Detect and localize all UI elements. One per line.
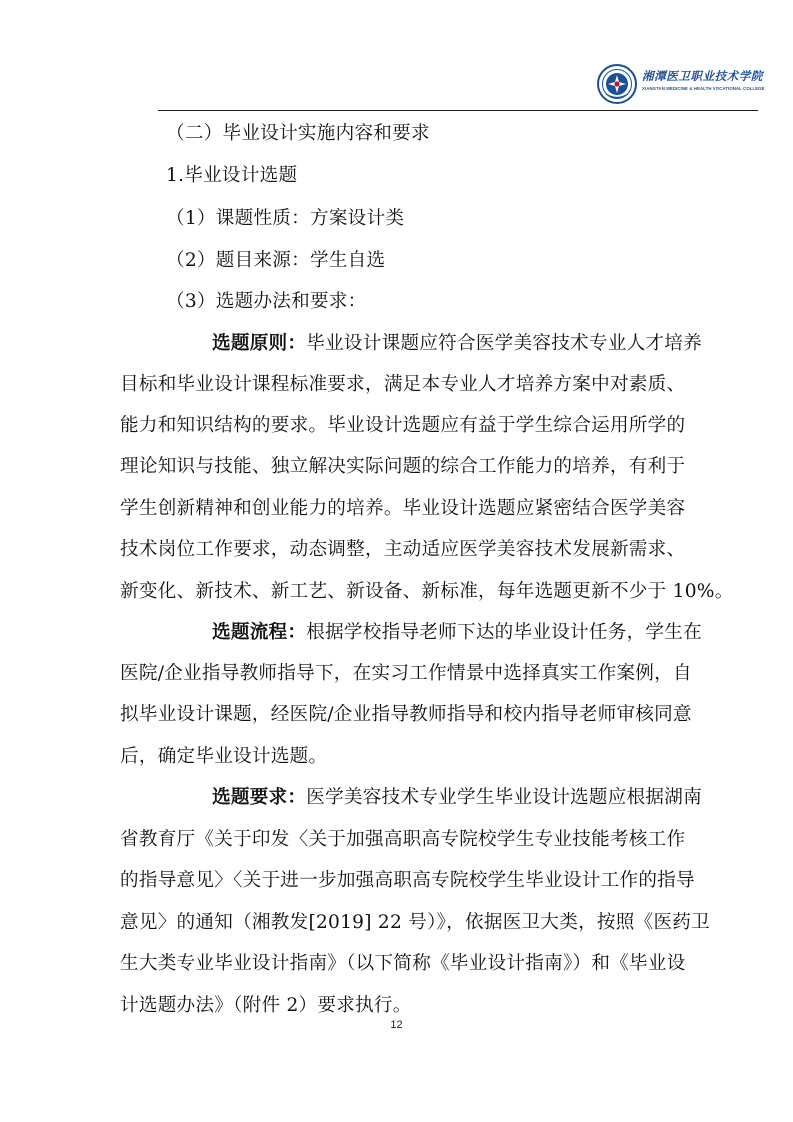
paragraph-line: 目标和毕业设计课程标准要求，满足本专业人才培养方案中对素质、: [120, 374, 686, 395]
para-label: 选题要求：: [212, 787, 307, 808]
list-item: （3）选题办法和要求：: [166, 291, 367, 312]
college-seal-icon: [597, 64, 637, 104]
paragraph-line: 省教育厅《关于印发〈关于加强高职高专院校学生专业技能考核工作: [120, 829, 686, 850]
paragraph-line: 医院/企业指导教师指导下，在实习工作情景中选择真实工作案例，自: [120, 663, 692, 684]
paragraph-line: 生大类专业毕业设计指南》（以下简称《毕业设计指南》）和《毕业设: [120, 953, 686, 974]
para-text: 医学美容技术专业学生毕业设计选题应根据湖南: [306, 787, 702, 808]
paragraph-line: 理论知识与技能、独立解决实际问题的综合工作能力的培养，有利于: [120, 456, 686, 477]
section-heading: （二）毕业设计实施内容和要求: [166, 123, 430, 144]
page-number: 12: [390, 1019, 403, 1031]
list-item: （1）课题性质：方案设计类: [166, 208, 405, 229]
paragraph-line: 后，确定毕业设计选题。: [120, 746, 328, 767]
sub-heading: 1.毕业设计选题: [166, 165, 298, 186]
list-item: （2）题目来源：学生自选: [166, 250, 386, 271]
paragraph-line: 能力和知识结构的要求。毕业设计选题应有益于学生综合运用所学的: [120, 415, 686, 436]
paragraph-line: [212, 332, 702, 356]
paragraph-line: 学生创新精神和创业能力的培养。毕业设计选题应紧密结合医学美容: [120, 498, 686, 519]
para-text: 根据学校指导老师下达的毕业设计任务，学生在: [306, 622, 702, 643]
paragraph-line: [212, 621, 702, 645]
paragraph-line: [212, 786, 702, 810]
paragraph-line: 技术岗位工作要求，动态调整，主动适应医学美容技术发展新需求、: [120, 539, 686, 560]
paragraph-line: 拟毕业设计课题，经医院/企业指导教师指导和校内指导老师审核同意: [120, 704, 692, 725]
para-text: 毕业设计课题应符合医学美容技术专业人才培养: [306, 333, 702, 354]
para-label: 选题流程：: [212, 622, 307, 643]
college-name-en: XIANGTAN MEDICINE & HEALTH VOCATIONAL COLLEGE: [642, 86, 765, 91]
paragraph-line: 计选题办法》（附件 2）要求执行。: [120, 995, 412, 1016]
paragraph-line: 新变化、新技术、新工艺、新设备、新标准，每年选题更新不少于 10%。: [120, 581, 734, 602]
page-header: [0, 0, 793, 112]
college-name-cn: 湘潭医卫职业技术学院: [642, 69, 763, 83]
paragraph-line: 意见〉的通知（湘教发[2019] 22 号）》，依据医卫大类，按照《医药卫: [120, 912, 710, 933]
paragraph-line: 的指导意见〉〈关于进一步加强高职高专院校学生毕业设计工作的指导: [120, 870, 695, 891]
para-label: 选题原则：: [212, 333, 307, 354]
header-divider: [158, 110, 758, 111]
